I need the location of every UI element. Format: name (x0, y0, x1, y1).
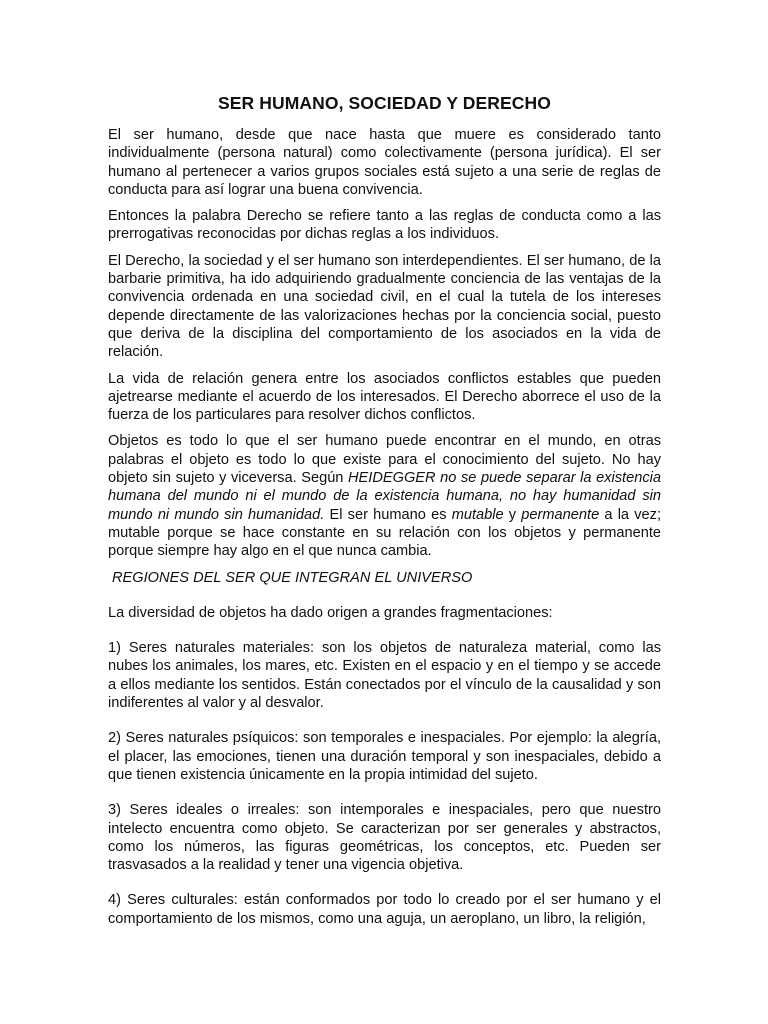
heidegger-quote: HEIDEGGER no se puede separar la existencia humana del mundo ni el mundo de la existencia humana, no hay humanidad sin mundo ni mundo sin humanidad. (108, 470, 661, 523)
term-permanente: permanente (521, 506, 600, 523)
paragraph-4: La vida de relación genera entre los asociados conflictos estables que pueden ajetrearse mediante el acuerdo de los interesados. El Derecho aborrece el uso de la fuerza de los particulares para resolver dichos conflictos. (108, 370, 661, 424)
paragraph-5-text-c: y (503, 506, 522, 523)
paragraph-5 (108, 432, 661, 560)
document-page (108, 93, 661, 928)
paragraph-5-text-b: El ser humano es (324, 506, 452, 523)
list-item-3: 3) Seres ideales o irreales: son intemporales e inespaciales, pero que nuestro intelecto encuentra como objeto. Se caracterizan por ser generales y abstractos, como los números, las figuras geométricas, los conceptos, etc. Pueden ser trasvasados a la realidad y tener una vigencia objetiva. (108, 802, 661, 874)
term-mutable: mutable (451, 506, 504, 523)
paragraph-3: El Derecho, la sociedad y el ser humano son interdependientes. El ser humano, de la barbarie primitiva, ha ido adquiriendo gradualmente conciencia de las ventajas de la convivencia ordenada en una sociedad civil, en el cual la tutela de los intereses depende directamente de las valorizaciones hechas por la conciencia social, puesto que deriva de la disciplina del comportamiento de los asociados en la vida de relación. (108, 252, 661, 361)
paragraph-1: El ser humano, desde que nace hasta que muere es considerado tanto individualmente (persona natural) como colectivamente (persona jurídica). El ser humano al pertenecer a varios grupos sociales está sujeto a una serie de reglas de conducta para así lograr una buena convivencia. (108, 127, 661, 198)
paragraph-2: Entonces la palabra Derecho se refiere tanto a las reglas de conducta como a las prerrogativas reconocidas por dichas reglas a los individuos. (108, 208, 661, 243)
paragraph-5-text-a: Objetos es todo lo que el ser humano puede encontrar en el mundo, en otras palabras el objeto es todo lo que existe para el conocimiento del sujeto. No hay objeto sin sujeto y viceversa. Según (108, 433, 661, 487)
list-item-2: 2) Seres naturales psíquicos: son temporales e inespaciales. Por ejemplo: la alegría, el placer, las emociones, tienen una duración temporal y son inespaciales, debido a que tienen existencia únicamente en la propia intimidad del sujeto. (108, 730, 661, 783)
list-item-4: 4) Seres culturales: están conformados por todo lo creado por el ser humano y el comportamiento de los mismos, como una aguja, un aeroplano, un libro, la religión, (108, 892, 661, 927)
paragraph-5-text-d: a la vez; mutable porque se hace constante en su relación con los objetos y permanente porque siempre hay algo en el que nunca cambia. (108, 506, 662, 560)
document-title: SER HUMANO, SOCIEDAD Y DERECHO (218, 93, 551, 113)
section-heading: REGIONES DEL SER QUE INTEGRAN EL UNIVERSO (112, 569, 473, 586)
list-item-1: 1) Seres naturales materiales: son los objetos de naturaleza material, como las nubes los animales, los mares, etc. Existen en el espacio y en el tiempo y se accede a ellos mediante los sentidos. Están conectados por el vínculo de la causalidad y son indiferentes al valor y al desvalor. (108, 640, 661, 712)
intro-paragraph: La diversidad de objetos ha dado origen a grandes fragmentaciones: (108, 604, 553, 621)
